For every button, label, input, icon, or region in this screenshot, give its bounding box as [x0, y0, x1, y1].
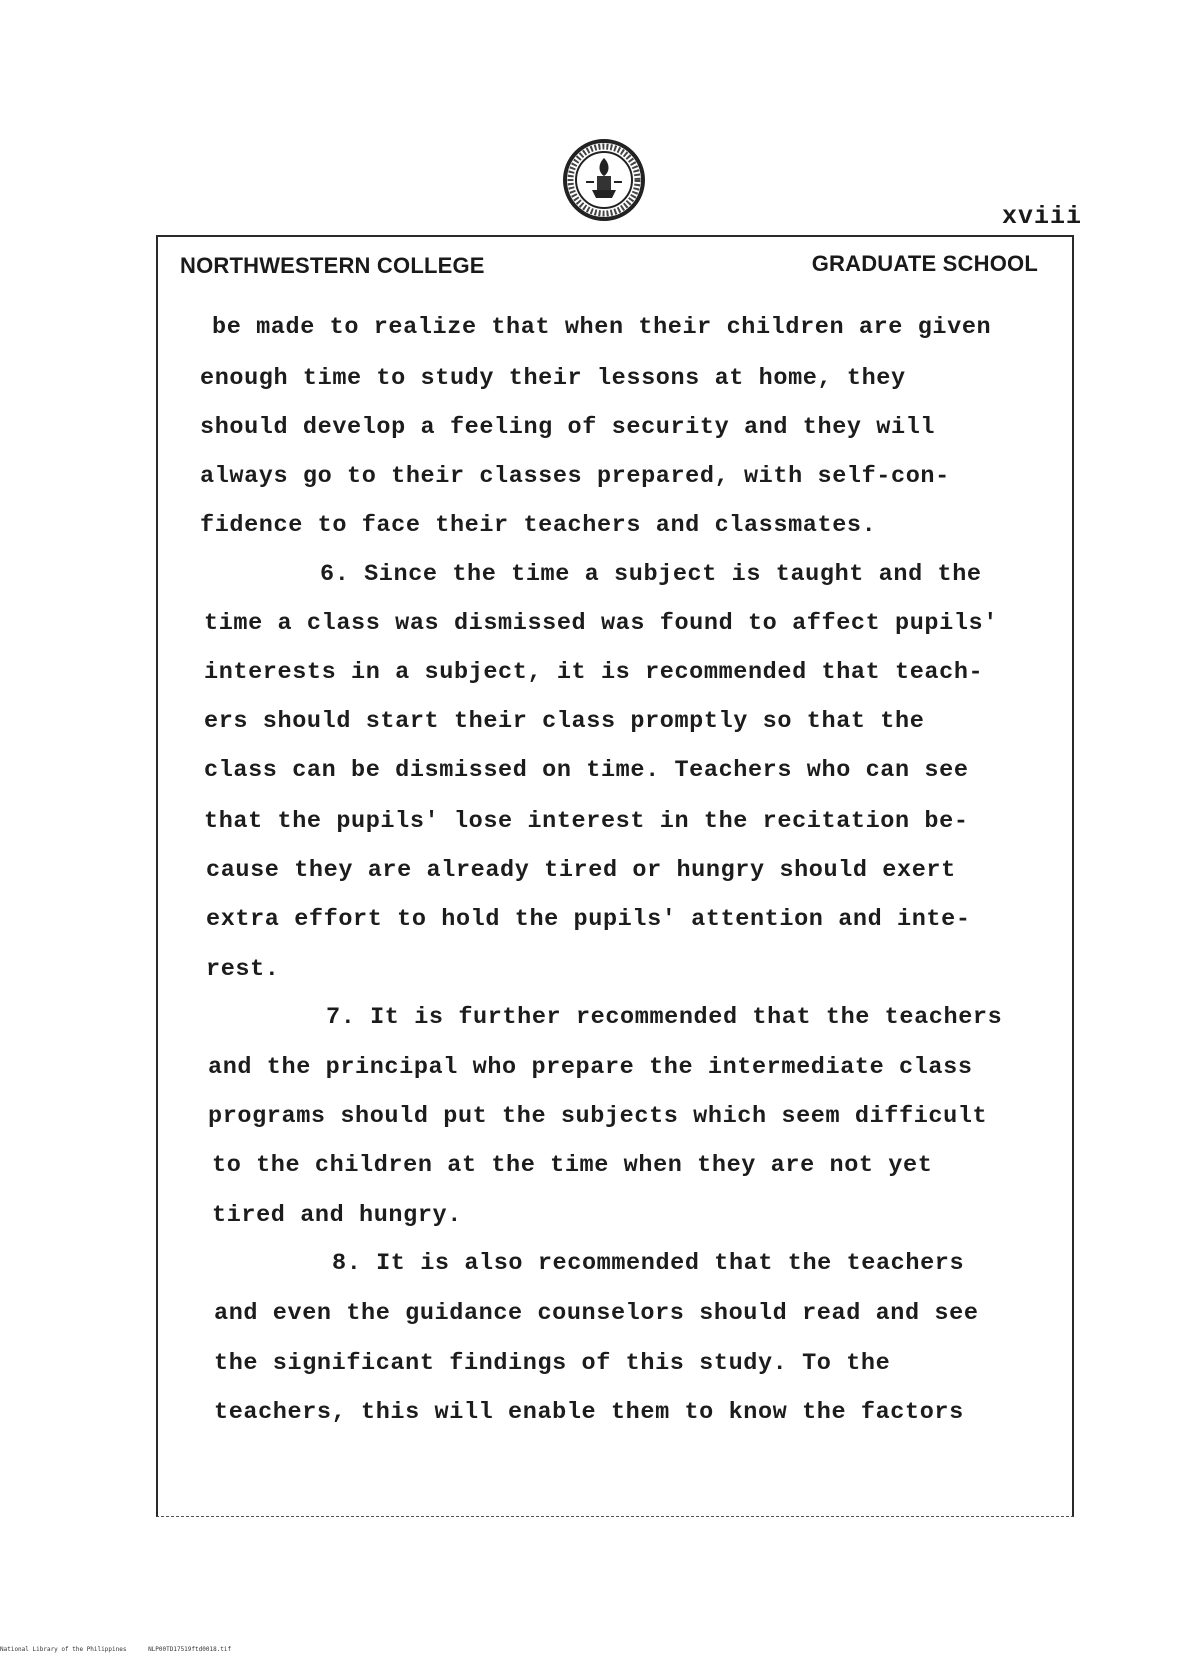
text-line: that the pupils' lose interest in the recitation be- [204, 808, 969, 835]
text-line: enough time to study their lessons at home, they [200, 365, 906, 392]
text-line: class can be dismissed on time. Teachers who can see [204, 757, 969, 784]
text-line: rest. [206, 956, 280, 983]
text-line: time a class was dismissed was found to affect pupils' [204, 610, 998, 637]
header-institution: NORTHWESTERN COLLEGE [180, 253, 485, 278]
text-line: extra effort to hold the pupils' attention and inte- [206, 906, 971, 933]
text-line: be made to realize that when their children are given [212, 314, 992, 341]
text-line: teachers, this will enable them to know the factors [214, 1399, 964, 1426]
text-line: tired and hungry. [212, 1202, 462, 1229]
text-line: 7. It is further recommended that the teachers [326, 1004, 1003, 1031]
scan-footer [0, 1646, 249, 1653]
text-line: should develop a feeling of security and they will [200, 414, 936, 441]
footer-file: NLP00TD17519ftd0018.tif [148, 1646, 232, 1653]
text-line: always go to their classes prepared, with self-con- [200, 463, 950, 490]
text-line: and the principal who prepare the intermediate class [208, 1054, 973, 1081]
page-number: xviii [1002, 202, 1083, 231]
text-line: to the children at the time when they are not yet [212, 1152, 933, 1179]
text-line: interests in a subject, it is recommended that teach- [204, 659, 984, 686]
text-line: ers should start their class promptly so that the [204, 708, 925, 735]
text-line: 8. It is also recommended that the teachers [332, 1250, 965, 1277]
text-line: the significant findings of this study. To the [214, 1350, 891, 1377]
header-school: GRADUATE SCHOOL [811, 251, 1038, 276]
text-line: 6. Since the time a subject is taught and the [320, 561, 982, 588]
text-line: fidence to face their teachers and classmates. [200, 512, 877, 539]
text-line: programs should put the subjects which seem difficult [208, 1103, 988, 1130]
text-line: and even the guidance counselors should read and see [214, 1300, 979, 1327]
footer-library: National Library of the Philippines [0, 1646, 127, 1653]
text-line: cause they are already tired or hungry should exert [206, 857, 956, 884]
